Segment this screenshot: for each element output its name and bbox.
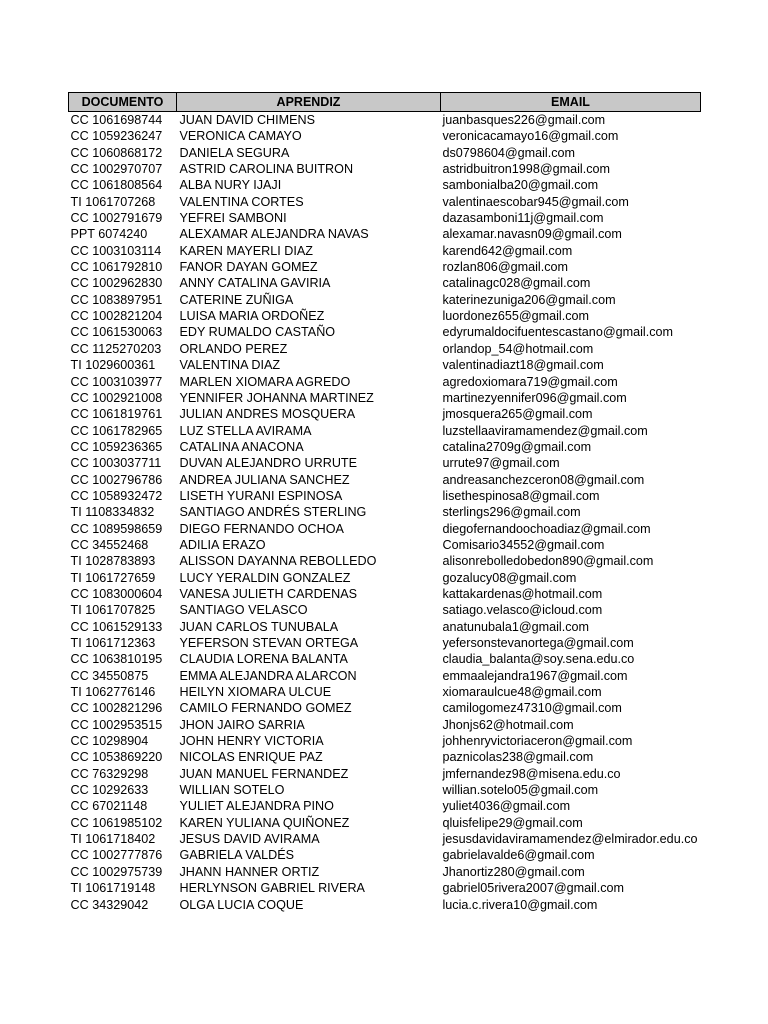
table-row	[69, 570, 701, 586]
document-cell: TI 1061718402	[70, 832, 156, 847]
table-row	[69, 749, 701, 765]
table-row	[69, 831, 701, 847]
document-cell: TI 1061707268	[70, 194, 156, 209]
table-row	[69, 341, 701, 357]
email-cell: Jhonjs62@hotmail.com	[442, 717, 574, 732]
table-row	[69, 292, 701, 308]
apprentice-name-cell: NICOLAS ENRIQUE PAZ	[179, 750, 323, 765]
apprentice-name-cell: DUVAN ALEJANDRO URRUTE	[179, 456, 358, 471]
document-cell: CC 1063810195	[70, 652, 163, 667]
table-row	[69, 439, 701, 455]
apprentice-name-cell: CATALINA ANACONA	[179, 439, 304, 454]
document-cell: CC 1083000604	[70, 586, 163, 601]
apprentice-name-cell: DANIELA SEGURA	[179, 145, 290, 160]
table-row	[69, 145, 701, 161]
document-cell: CC 1061530063	[70, 325, 163, 340]
apprentice-name-cell: YULIET ALEJANDRA PINO	[179, 799, 334, 814]
document-cell: TI 1108334832	[70, 505, 155, 520]
apprentice-name-cell: JUAN CARLOS TUNUBALA	[179, 619, 339, 634]
column-header-aprendiz: APRENDIZ	[177, 93, 441, 112]
table-row	[69, 374, 701, 390]
document-cell: CC 1003103977	[70, 374, 163, 389]
apprentice-name-cell: ALISSON DAYANNA REBOLLEDO	[179, 554, 377, 569]
email-cell: jmosquera265@gmail.com	[442, 407, 593, 422]
apprentice-name-cell: JOHN HENRY VICTORIA	[179, 734, 324, 749]
document-cell: CC 1002953515	[70, 717, 163, 732]
table-row	[69, 357, 701, 373]
apprentice-name-cell: JESUS DAVID AVIRAMA	[179, 832, 320, 847]
table-row	[69, 455, 701, 471]
email-cell: Comisario34552@gmail.com	[442, 537, 605, 552]
table-row	[69, 619, 701, 635]
apprentice-name-cell: JHON JAIRO SARRIA	[179, 717, 305, 732]
document-cell: CC 1061782965	[70, 423, 163, 438]
roster-table	[68, 92, 701, 913]
table-row	[69, 717, 701, 733]
document-cell: CC 1059236247	[70, 129, 163, 144]
table-row	[69, 259, 701, 275]
table-row	[69, 128, 701, 144]
email-cell: yefersonstevanortega@gmail.com	[442, 636, 634, 650]
apprentice-name-cell: ANDREA JULIANA SANCHEZ	[179, 472, 350, 487]
email-cell: gabrielavalde6@gmail.com	[442, 848, 595, 863]
apprentice-name-cell: LISETH YURANI ESPINOSA	[179, 488, 343, 503]
document-cell: CC 1061792810	[70, 260, 163, 275]
apprentice-name-cell: YENNIFER JOHANNA MARTINEZ	[179, 390, 374, 405]
email-cell: alisonrebolledobedon890@gmail.com	[442, 554, 654, 569]
document-cell: CC 1002777876	[70, 848, 163, 863]
table-row	[69, 406, 701, 422]
email-cell: juanbasques226@gmail.com	[442, 113, 606, 127]
table-row	[69, 423, 701, 439]
email-cell: valentinadiazt18@gmail.com	[442, 358, 604, 373]
email-cell: luzstellaaviramamendez@gmail.com	[442, 423, 648, 438]
apprentice-name-cell: ALBA NURY IJAJI	[179, 178, 282, 193]
apprentice-name-cell: FANOR DAYAN GOMEZ	[179, 260, 318, 275]
email-cell: lisethespinosa8@gmail.com	[442, 488, 600, 503]
email-cell: orlandop_54@hotmail.com	[442, 341, 594, 356]
document-cell: CC 1059236365	[70, 439, 163, 454]
email-cell: dazasamboni11j@gmail.com	[442, 211, 604, 226]
table-row	[69, 897, 701, 913]
table-row	[69, 847, 701, 863]
table-row	[69, 766, 701, 782]
document-cell: CC 1060868172	[70, 145, 163, 160]
apprentice-name-cell: CATERINE ZUÑIGA	[179, 292, 294, 307]
email-cell: astridbuitron1998@gmail.com	[442, 162, 610, 177]
table-row	[69, 177, 701, 193]
apprentice-name-cell: ANNY CATALINA GAVIRIA	[179, 276, 331, 291]
table-body	[69, 112, 701, 913]
table-row	[69, 635, 701, 651]
email-cell: johhenryvictoriaceron@gmail.com	[442, 734, 633, 749]
table-row	[69, 390, 701, 406]
document-cell: TI 1029600361	[70, 358, 156, 373]
email-cell: andreasanchezceron08@gmail.com	[442, 472, 645, 487]
apprentice-name-cell: JHANN HANNER ORTIZ	[179, 864, 320, 879]
document-cell: TI 1062776146	[70, 685, 156, 700]
email-cell: valentinaescobar945@gmail.com	[442, 194, 629, 209]
email-cell: martinezyennifer096@gmail.com	[442, 390, 627, 405]
email-cell: edyrumaldocifuentescastano@gmail.com	[442, 325, 673, 340]
document-cell: CC 1089598659	[70, 521, 163, 536]
table-header	[69, 93, 701, 112]
email-cell: gabriel05rivera2007@gmail.com	[442, 881, 624, 896]
table-row	[69, 537, 701, 553]
email-cell: satiago.velasco@icloud.com	[442, 603, 603, 618]
table-row	[69, 488, 701, 504]
header-row	[69, 93, 701, 112]
table-row	[69, 880, 701, 896]
student-roster-sheet	[68, 92, 700, 913]
table-row	[69, 308, 701, 324]
email-cell: luordonez655@gmail.com	[442, 309, 589, 324]
table-row	[69, 700, 701, 716]
apprentice-name-cell: VALENTINA CORTES	[179, 194, 304, 209]
apprentice-name-cell: MARLEN XIOMARA AGREDO	[179, 374, 351, 389]
apprentice-name-cell: WILLIAN SOTELO	[179, 783, 285, 798]
document-cell: CC 34329042	[70, 897, 149, 912]
apprentice-name-cell: HEILYN XIOMARA ULCUE	[179, 685, 332, 700]
document-cell: CC 1061529133	[70, 619, 163, 634]
document-cell: CC 1061698744	[70, 113, 163, 127]
email-cell: urrute97@gmail.com	[442, 456, 560, 471]
email-cell: gozalucy08@gmail.com	[442, 570, 577, 585]
apprentice-name-cell: LUISA MARIA ORDOÑEZ	[179, 309, 325, 324]
email-cell: kattakardenas@hotmail.com	[442, 586, 603, 601]
document-cell: CC 1003103114	[70, 243, 162, 258]
table-row	[69, 504, 701, 520]
apprentice-name-cell: VERONICA CAMAYO	[179, 129, 302, 144]
document-cell: CC 1061985102	[70, 815, 163, 830]
email-cell: anatunubala1@gmail.com	[442, 619, 590, 634]
document-cell: CC 34550875	[70, 668, 149, 683]
apprentice-name-cell: EDY RUMALDO CASTAÑO	[179, 325, 336, 340]
apprentice-name-cell: KAREN YULIANA QUIÑONEZ	[179, 815, 350, 830]
email-cell: karend642@gmail.com	[442, 243, 573, 258]
apprentice-name-cell: JULIAN ANDRES MOSQUERA	[179, 407, 356, 422]
table-row	[69, 553, 701, 569]
document-cell: CC 10298904	[70, 734, 149, 749]
email-cell: claudia_balanta@soy.sena.edu.co	[442, 652, 635, 667]
document-cell: CC 1002821296	[70, 701, 163, 716]
apprentice-name-cell: CLAUDIA LORENA BALANTA	[179, 652, 348, 667]
table-row	[69, 586, 701, 602]
apprentice-name-cell: HERLYNSON GABRIEL RIVERA	[179, 881, 365, 896]
table-row	[69, 226, 701, 242]
document-cell: TI 1028783893	[70, 554, 156, 569]
apprentice-name-cell: YEFERSON STEVAN ORTEGA	[179, 636, 359, 650]
document-cell: CC 1061808564	[70, 178, 163, 193]
email-cell: willian.sotelo05@gmail.com	[442, 783, 599, 798]
apprentice-name-cell: LUCY YERALDIN GONZALEZ	[179, 570, 351, 585]
document-cell: CC 1002821204	[70, 309, 163, 324]
table-row	[69, 668, 701, 684]
table-row	[69, 733, 701, 749]
apprentice-name-cell: JUAN DAVID CHIMENS	[179, 113, 316, 127]
apprentice-name-cell: ADILIA ERAZO	[179, 537, 266, 552]
email-cell: paznicolas238@gmail.com	[442, 750, 594, 765]
table-row	[69, 798, 701, 814]
table-row	[69, 243, 701, 259]
email-cell: agredoxiomara719@gmail.com	[442, 374, 618, 389]
document-cell: CC 67021148	[70, 799, 148, 814]
document-cell: CC 1003037711	[70, 456, 162, 471]
document-cell: CC 1002796786	[70, 472, 163, 487]
email-cell: katerinezuniga206@gmail.com	[442, 292, 616, 307]
apprentice-name-cell: ORLANDO PEREZ	[179, 341, 288, 356]
document-cell: CC 34552468	[70, 537, 149, 552]
email-cell: jesusdavidaviramamendez@elmirador.edu.co	[442, 832, 698, 847]
table-row	[69, 815, 701, 831]
apprentice-name-cell: SANTIAGO VELASCO	[179, 603, 308, 618]
table-row	[69, 782, 701, 798]
email-cell: sambonialba20@gmail.com	[442, 178, 599, 193]
email-cell: lucia.c.rivera10@gmail.com	[442, 897, 598, 912]
table-row	[69, 684, 701, 700]
apprentice-name-cell: VANESA JULIETH CARDENAS	[179, 586, 358, 601]
apprentice-name-cell: JUAN MANUEL FERNANDEZ	[179, 766, 349, 781]
email-cell: Jhanortiz280@gmail.com	[442, 864, 585, 879]
email-cell: alexamar.navasn09@gmail.com	[442, 227, 622, 242]
document-cell: CC 1053869220	[70, 750, 163, 765]
apprentice-name-cell: ASTRID CAROLINA BUITRON	[179, 162, 354, 177]
table-row	[69, 651, 701, 667]
apprentice-name-cell: GABRIELA VALDÉS	[179, 848, 295, 863]
document-cell: TI 1061719148	[70, 881, 156, 896]
table-row	[69, 275, 701, 291]
apprentice-name-cell: SANTIAGO ANDRÉS STERLING	[179, 505, 367, 520]
document-cell: CC 1002962830	[70, 276, 163, 291]
table-row	[69, 161, 701, 177]
document-cell: TI 1061727659	[70, 570, 156, 585]
document-cell: CC 1002970707	[70, 162, 163, 177]
email-cell: sterlings296@gmail.com	[442, 505, 581, 520]
document-cell: TI 1061707825	[70, 603, 156, 618]
email-cell: catalina2709g@gmail.com	[442, 439, 592, 454]
email-cell: ds0798604@gmail.com	[442, 145, 575, 160]
document-cell: TI 1061712363	[70, 636, 156, 650]
document-cell: CC 1002791679	[70, 211, 163, 226]
apprentice-name-cell: CAMILO FERNANDO GOMEZ	[179, 701, 352, 716]
email-cell: diegofernandoochoadiaz@gmail.com	[442, 521, 651, 536]
table-row	[69, 112, 701, 129]
table-row	[69, 324, 701, 340]
apprentice-name-cell: ALEXAMAR ALEJANDRA NAVAS	[179, 227, 369, 242]
email-cell: camilogomez47310@gmail.com	[442, 701, 622, 716]
apprentice-name-cell: KAREN MAYERLI DIAZ	[179, 243, 313, 258]
email-cell: jmfernandez98@misena.edu.co	[442, 766, 621, 781]
apprentice-name-cell: YEFREI SAMBONI	[179, 211, 287, 226]
email-cell: catalinagc028@gmail.com	[442, 276, 591, 291]
document-cell: CC 76329298	[70, 766, 149, 781]
document-cell: CC 10292633	[70, 783, 149, 798]
table-row	[69, 602, 701, 618]
apprentice-name-cell: DIEGO FERNANDO OCHOA	[179, 521, 344, 536]
apprentice-name-cell: VALENTINA DIAZ	[179, 358, 281, 373]
column-header-documento: DOCUMENTO	[69, 93, 177, 112]
document-cell: CC 1002921008	[70, 390, 163, 405]
table-row	[69, 521, 701, 537]
email-cell: yuliet4036@gmail.com	[442, 799, 571, 814]
table-row	[69, 472, 701, 488]
document-cell: CC 1125270203	[70, 341, 162, 356]
apprentice-name-cell: LUZ STELLA AVIRAMA	[179, 423, 312, 438]
apprentice-name-cell: EMMA ALEJANDRA ALARCON	[179, 668, 357, 683]
column-header-email: EMAIL	[441, 93, 701, 112]
document-cell: PPT 6074240	[70, 227, 148, 242]
table-row	[69, 210, 701, 226]
email-cell: qluisfelipe29@gmail.com	[442, 815, 583, 830]
email-cell: xiomaraulcue48@gmail.com	[442, 685, 602, 700]
email-cell: rozlan806@gmail.com	[442, 260, 568, 275]
apprentice-name-cell: OLGA LUCIA COQUE	[179, 897, 304, 912]
email-cell: veronicacamayo16@gmail.com	[442, 129, 619, 144]
email-cell: emmaalejandra1967@gmail.com	[442, 668, 628, 683]
document-cell: CC 1083897951	[70, 292, 163, 307]
document-cell: CC 1061819761	[70, 407, 163, 422]
document-cell: CC 1058932472	[70, 488, 163, 503]
document-cell: CC 1002975739	[70, 864, 163, 879]
table-row	[69, 194, 701, 210]
table-row	[69, 864, 701, 880]
